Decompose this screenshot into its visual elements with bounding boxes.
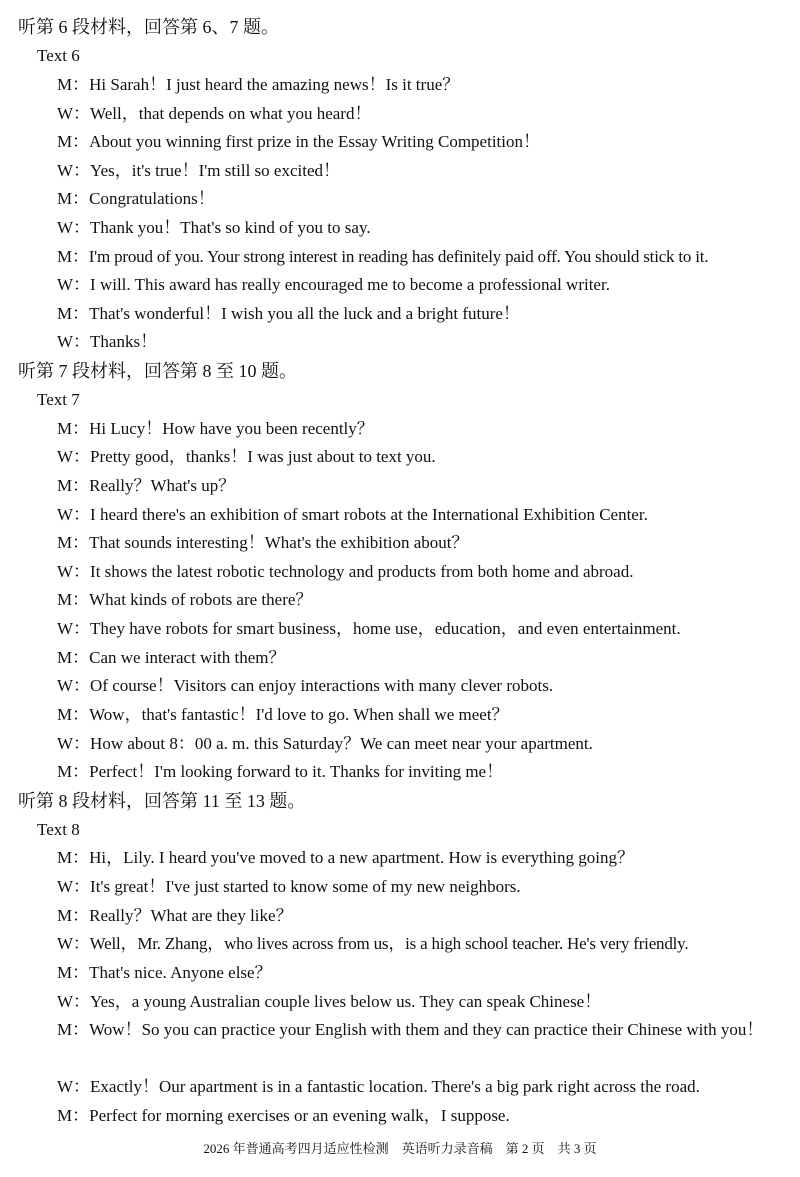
dialogue-line: M：That's nice. Anyone else？ bbox=[57, 963, 272, 982]
section-heading-6: 听第 6 段材料，回答第 6、7 题。 bbox=[18, 17, 279, 37]
dialogue-line: W：It shows the latest robotic technology and products from both home and abroad. bbox=[57, 562, 634, 581]
dialogue-line: W：Yes，a young Australian couple lives below us. They can speak Chinese！ bbox=[57, 992, 602, 1011]
dialogue-line: W：It's great！I've just started to know some of my new neighbors. bbox=[57, 877, 521, 896]
dialogue-line: M：Hi Lucy！How have you been recently？ bbox=[57, 419, 374, 438]
text-label-7: Text 7 bbox=[37, 390, 80, 409]
dialogue-line: W：Of course！Visitors can enjoy interactions with many clever robots. bbox=[57, 676, 554, 695]
dialogue-line: M：Perfect for morning exercises or an evening walk，I suppose. bbox=[57, 1106, 510, 1125]
dialogue-line: W：Thank you！That's so kind of you to say. bbox=[57, 218, 371, 237]
section-heading-8: 听第 8 段材料，回答第 11 至 13 题。 bbox=[18, 791, 306, 811]
dialogue-line: M：That's wonderful！I wish you all the luck and a bright future！ bbox=[57, 304, 520, 323]
dialogue-line: M：Wow，that's fantastic！I'd love to go. When shall we meet？ bbox=[57, 705, 509, 724]
dialogue-line: W：Well，that depends on what you heard！ bbox=[57, 104, 372, 123]
dialogue-line: M：Congratulations！ bbox=[57, 189, 215, 208]
dialogue-line: W：Exactly！Our apartment is in a fantastic location. There's a big park right across the road. bbox=[57, 1077, 700, 1096]
dialogue-line: M：Wow！So you can practice your English with them and they can practice their Chinese with you！ bbox=[57, 1020, 764, 1039]
dialogue-line: W：Thanks！ bbox=[57, 332, 158, 351]
text-label-6: Text 6 bbox=[37, 46, 80, 65]
dialogue-line: M：What kinds of robots are there？ bbox=[57, 590, 313, 609]
dialogue-line: M：Can we interact with them？ bbox=[57, 648, 286, 667]
dialogue-line: W：I will. This award has really encouraged me to become a professional writer. bbox=[57, 275, 610, 294]
dialogue-line: W：I heard there's an exhibition of smart robots at the International Exhibition Center. bbox=[57, 505, 648, 524]
dialogue-line: M：Hi，Lily. I heard you've moved to a new apartment. How is everything going？ bbox=[57, 848, 635, 867]
page-footer: 2026 年普通高考四月适应性检测 英语听力录音稿 第 2 页 共 3 页 bbox=[203, 1141, 597, 1156]
dialogue-line: W：How about 8：00 a. m. this Saturday？We can meet near your apartment. bbox=[57, 734, 593, 753]
dialogue-line: W：Yes，it's true！I'm still so excited！ bbox=[57, 161, 340, 180]
dialogue-line: M：Really？What's up？ bbox=[57, 476, 236, 495]
dialogue-line: M：That sounds interesting！What's the exhibition about？ bbox=[57, 533, 469, 552]
text-label-8: Text 8 bbox=[37, 820, 80, 839]
dialogue-line: W：Well，Mr. Zhang，who lives across from us，is a high school teacher. He's very friendly. bbox=[57, 934, 689, 953]
dialogue-line: W：They have robots for smart business，home use，education，and even entertainment. bbox=[57, 619, 681, 638]
dialogue-line: M：About you winning first prize in the Essay Writing Competition！ bbox=[57, 132, 540, 151]
dialogue-line: W：Pretty good，thanks！I was just about to text you. bbox=[57, 447, 436, 466]
dialogue-line: M：Hi Sarah！I just heard the amazing news！Is it true？ bbox=[57, 75, 460, 94]
section-heading-7: 听第 7 段材料，回答第 8 至 10 题。 bbox=[18, 361, 297, 381]
dialogue-line: M：I'm proud of you. Your strong interest in reading has definitely paid off. You should stick to it. bbox=[57, 247, 709, 266]
dialogue-line: M：Perfect！I'm looking forward to it. Thanks for inviting me！ bbox=[57, 762, 504, 781]
dialogue-line: M：Really？What are they like？ bbox=[57, 906, 293, 925]
